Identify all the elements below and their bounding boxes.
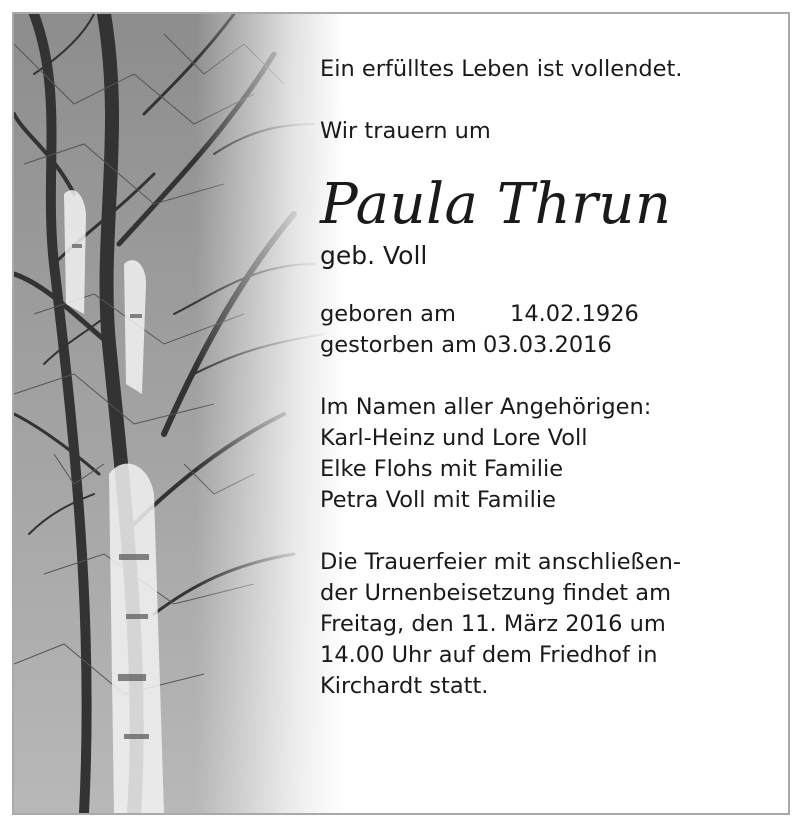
family-block <box>320 392 780 516</box>
family-member: Karl-Heinz und Lore Voll <box>320 425 588 451</box>
mourn-line: Wir trauern um <box>320 118 491 144</box>
service-info <box>320 547 780 702</box>
family-heading: Im Namen aller Angehörigen: <box>320 394 652 420</box>
obituary-frame <box>12 12 790 815</box>
birch-tree-photo <box>14 14 344 813</box>
family-member: Petra Voll mit Familie <box>320 487 557 513</box>
deceased-name: Paula Thrun <box>320 172 672 237</box>
death-date: 03.03.2016 <box>482 332 612 358</box>
maiden-name: geb. Voll <box>320 241 428 270</box>
service-line: Kirchardt statt. <box>320 673 489 699</box>
intro-line: Ein erfülltes Leben ist vollendet. <box>320 56 683 82</box>
death-row <box>320 330 780 361</box>
birth-date: 14.02.1926 <box>510 301 639 327</box>
service-line: der Urnenbeisetzung findet am <box>320 580 671 606</box>
service-line: Die Trauerfeier mit anschließen- <box>320 549 681 575</box>
birth-row <box>320 299 780 330</box>
obituary-text <box>320 54 780 702</box>
service-line: 14.00 Uhr auf dem Friedhof in <box>320 642 658 668</box>
life-dates <box>320 299 780 361</box>
family-member: Elke Flohs mit Familie <box>320 456 564 482</box>
service-line: Freitag, den 11. März 2016 um <box>320 611 666 637</box>
birth-label: geboren am <box>320 301 456 327</box>
death-label: gestorben am <box>320 332 477 358</box>
